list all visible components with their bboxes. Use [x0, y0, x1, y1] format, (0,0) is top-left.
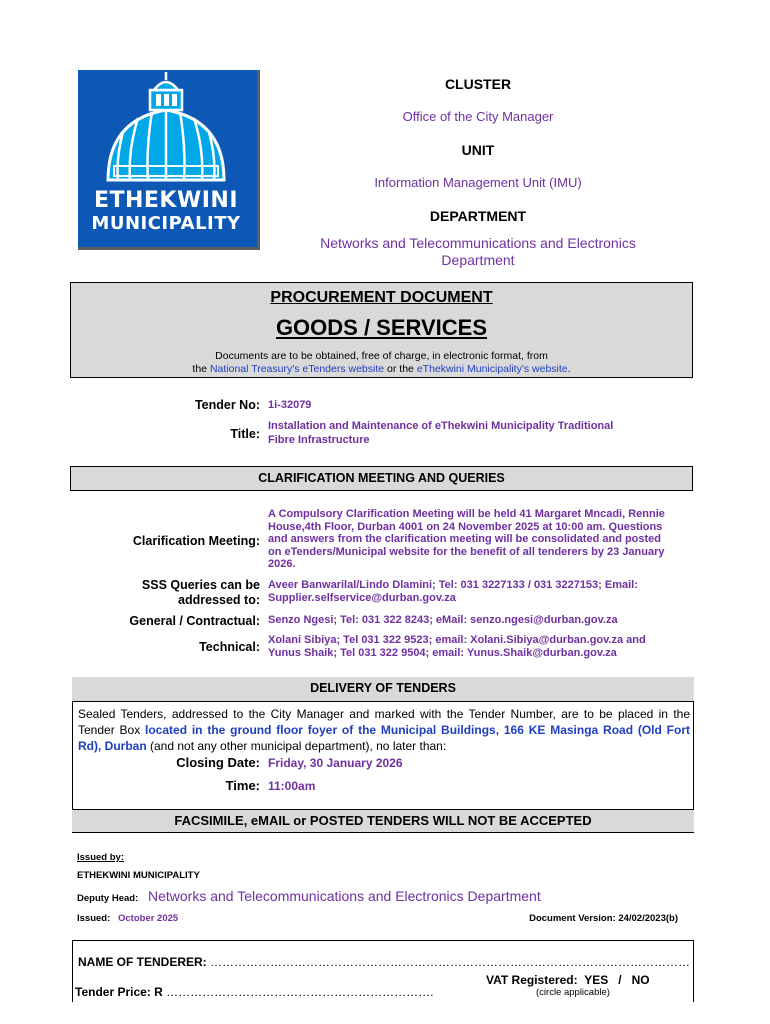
vat-label: VAT Registered:	[486, 973, 578, 987]
procurement-title: PROCUREMENT DOCUMENT	[270, 289, 493, 306]
vat-row	[486, 973, 650, 987]
unit-label: UNIT	[461, 142, 495, 158]
deputy-head-value: Networks and Telecommunications and Electronics Department	[148, 888, 541, 904]
issuer-name: ETHEKWINI MUNICIPALITY	[77, 870, 200, 881]
department-value-line2: Department	[441, 252, 515, 268]
delivery-heading: DELIVERY OF TENDERS	[72, 677, 694, 702]
etenders-link[interactable]: National Treasury's eTenders website	[209, 363, 385, 375]
clarification-meeting-line4: on eTenders/Municipal website for the benefit of all tenderers by 23 January	[268, 545, 665, 558]
logo-text-line2: MUNICIPALITY	[91, 213, 241, 234]
technical-value-line2: Yunus Shaik; Tel 031 322 9504; email: Yunus.Shaik@durban.gov.za	[268, 647, 617, 659]
general-contractual-label: General / Contractual:	[129, 614, 260, 628]
no-fax-warning: FACSIMILE, eMAIL or POSTED TENDERS WILL NOT BE ACCEPTED	[72, 809, 694, 833]
delivery-text	[78, 706, 690, 754]
tender-number-label: Tender No:	[194, 398, 260, 412]
delivery-location: located in the ground floor foyer of the Municipal Buildings, 166 KE Masinga Road (Old Fort Rd), Durban	[78, 723, 690, 753]
tender-title-value-line1: Installation and Maintenance of eThekwini Municipality Traditional	[268, 420, 614, 432]
cluster-label: CLUSTER	[444, 76, 512, 92]
sss-label-line2: addressed to:	[178, 593, 260, 607]
cluster-value: Office of the City Manager	[402, 109, 554, 124]
ethekwini-logo	[78, 70, 260, 250]
deputy-head-label: Deputy Head:	[77, 893, 139, 904]
clarification-meeting-line1: A Compulsory Clarification Meeting will be held 41 Margaret Mncadi, Rennie	[268, 508, 665, 520]
docs-line2-suffix: .	[567, 363, 571, 375]
delivery-text-part1: Sealed Tenders, addressed to the City Manager and marked with the Tender Number, are to be placed in the Tender Box	[78, 707, 690, 737]
issued-by-label: Issued by:	[77, 852, 124, 863]
vat-yes-option[interactable]: YES	[584, 973, 609, 987]
tender-price-field[interactable]: ………………………………………………………….	[166, 985, 434, 999]
clarification-meeting-label: Clarification Meeting:	[132, 534, 260, 548]
document-version: Document Version: 24/02/2023(b)	[529, 913, 678, 924]
clarification-heading: CLARIFICATION MEETING AND QUERIES	[70, 466, 693, 491]
sss-label-line1: SSS Queries can be	[141, 578, 260, 592]
docs-line2	[70, 363, 693, 375]
vat-note: (circle applicable)	[536, 987, 610, 998]
tenderer-name-field[interactable]: …………………………………………………………………………………………………………	[210, 955, 690, 969]
issued-label: Issued:	[77, 913, 111, 924]
docs-line2-prefix: the	[192, 363, 210, 375]
closing-date-value: Friday, 30 January 2026	[268, 756, 403, 770]
docs-line1: Documents are to be obtained, free of charge, in electronic format, from	[215, 350, 548, 362]
goods-services-title: GOODS / SERVICES	[275, 315, 488, 340]
sss-value-line1: Aveer Banwarilal/Lindo Dlamini; Tel: 031 3227133 / 031 3227153; Email:	[268, 579, 638, 591]
vat-separator: /	[618, 973, 622, 987]
sss-value-line2: Supplier.selfservice@durban.gov.za	[268, 592, 456, 604]
department-label: DEPARTMENT	[429, 208, 527, 224]
tenderer-name-row	[78, 955, 690, 969]
general-contractual-value: Senzo Ngesi; Tel: 031 322 8243; eMail: senzo.ngesi@durban.gov.za	[268, 614, 618, 626]
time-label: Time:	[225, 778, 260, 793]
issued-value: October 2025	[118, 913, 179, 924]
tender-price-row	[75, 985, 465, 999]
logo-text-line1: ETHEKWINI	[93, 188, 239, 213]
clarification-meeting-line2: House,4th Floor, Durban 4001 on 24 November 2025 at 10:00 am. Questions	[268, 520, 663, 533]
technical-label: Technical:	[199, 640, 260, 654]
docs-line2-mid: or the	[384, 363, 417, 375]
clarification-meeting-line5: 2026.	[268, 558, 296, 570]
clarification-meeting-line3: and answers from the clarification meeting will be consolidated and posted	[268, 533, 662, 545]
delivery-text-part2: (and not any other municipal department), no later than:	[146, 739, 447, 753]
tender-number-value: 1i-32079	[268, 399, 312, 411]
tenderer-name-label: NAME OF TENDERER:	[78, 955, 210, 969]
closing-date-label: Closing Date:	[176, 755, 260, 770]
time-value: 11:00am	[268, 779, 316, 793]
technical-value-line1: Xolani Sibiya; Tel 031 322 9523; email: Xolani.Sibiya@durban.gov.za and	[268, 634, 646, 646]
department-value-line1: Networks and Telecommunications and Electronics	[320, 235, 636, 251]
ethekwini-website-link[interactable]: eThekwini Municipality's website	[416, 363, 568, 375]
tender-title-label: Title:	[230, 427, 260, 441]
unit-value: Information Management Unit (IMU)	[374, 175, 582, 190]
tender-title-value-line2: Fibre Infrastructure	[268, 434, 370, 446]
vat-no-option[interactable]: NO	[631, 973, 650, 987]
tender-price-label: Tender Price: R	[75, 985, 167, 999]
